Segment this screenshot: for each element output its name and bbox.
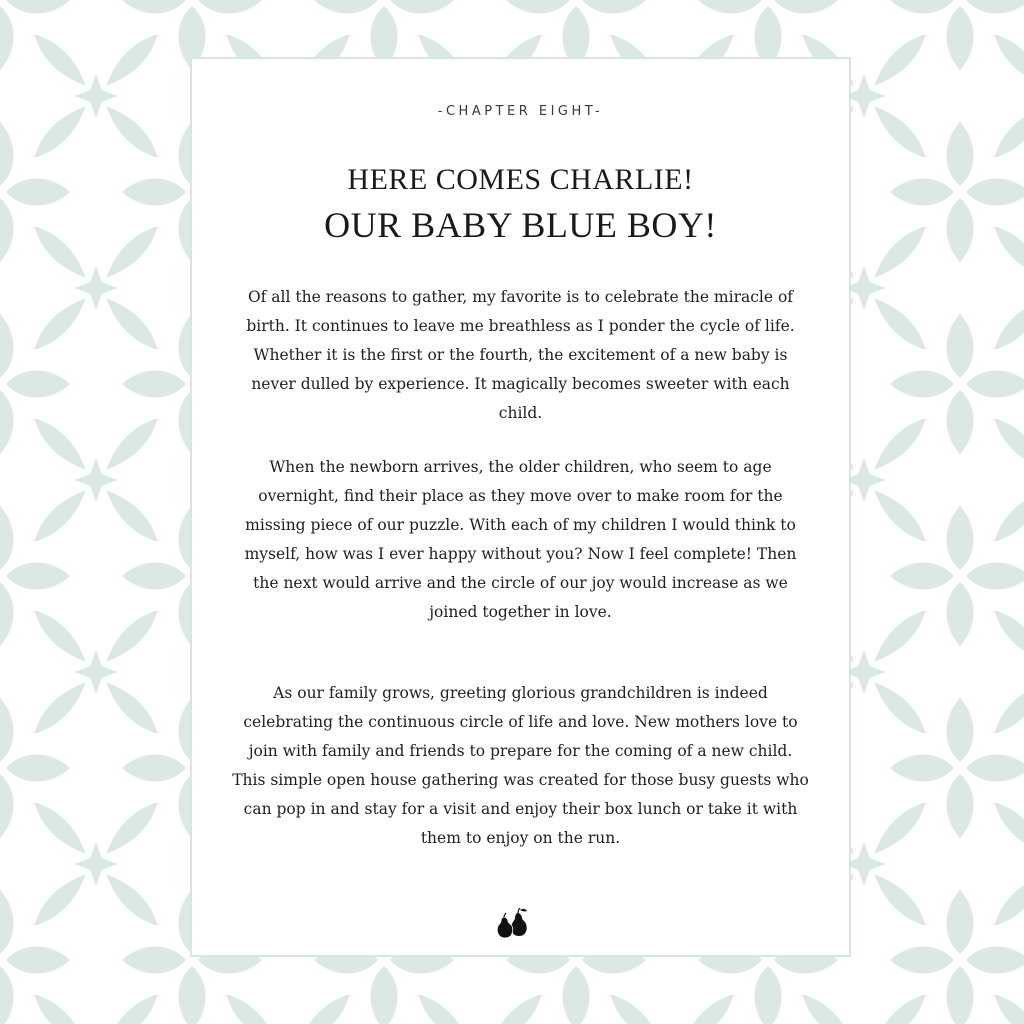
title-line-1: HERE COMES CHARLIE! <box>347 163 694 196</box>
pear-icon <box>492 907 532 939</box>
paragraph-1: Of all the reasons to gather, my favorite is to celebrate the miracle of birth. It continues to leave me breathless as I ponder the cycle of life. Whether it is the first or the fourth, the excitement of a new baby is never dulled by experience. It magically becomes sweeter with each child. <box>246 288 795 422</box>
chapter-label: -CHAPTER EIGHT- <box>437 104 604 119</box>
paragraph-3: As our family grows, greeting glorious grandchildren is indeed celebrating the continuous circle of life and love. New mothers love to join with family and friends to prepare for the coming of a new child. This simple open house gathering was created for those busy guests who can pop in and stay for a visit and enjoy their box lunch or take it with them to enjoy on the run. <box>232 684 809 847</box>
text-panel <box>190 57 851 957</box>
title-line-2: OUR BABY BLUE BOY! <box>324 205 717 245</box>
paragraph-2: When the newborn arrives, the older children, who seem to age overnight, find their place as they move over to make room for the missing piece of our puzzle. With each of my children I would think to myself, how was I ever happy without you? Now I feel complete! Then the next would arrive and the circle of our joy would increase as we joined together in love. <box>244 458 797 621</box>
